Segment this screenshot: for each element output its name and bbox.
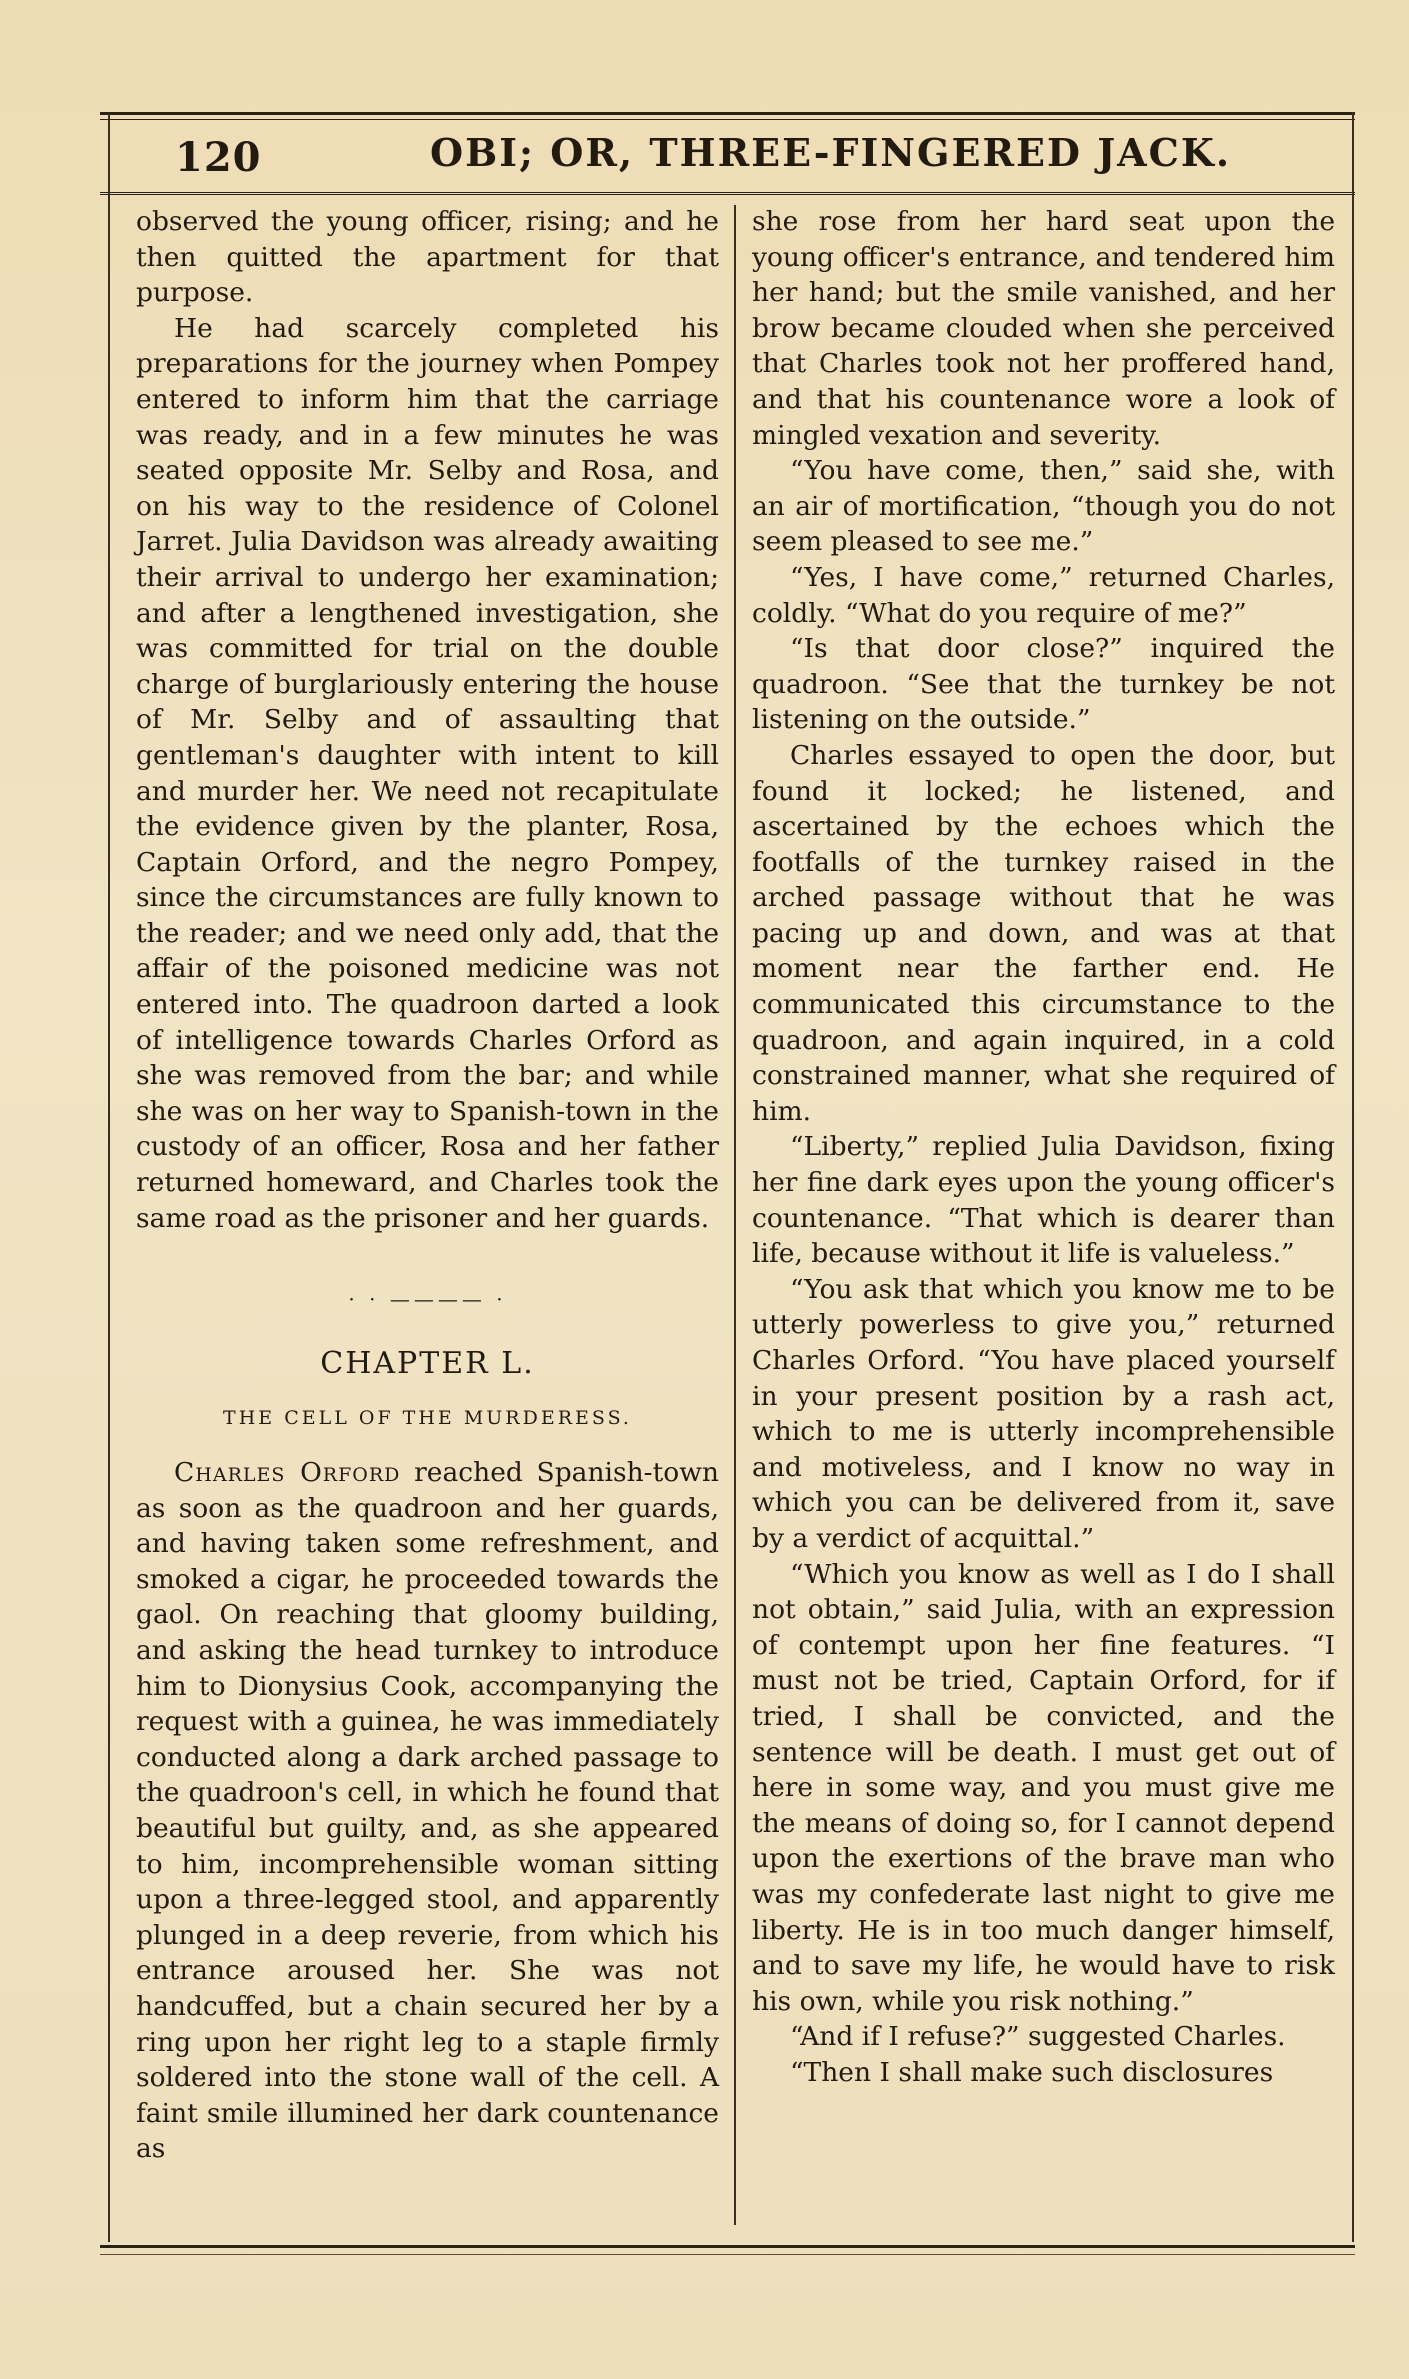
page-header	[100, 128, 1355, 188]
paragraph: “Liberty,” replied Julia Davidson, fixing her fine dark eyes upon the young officer's countenance. “That which is dearer than life, because without it life is valueless.”	[752, 1131, 1335, 1270]
paragraph: “You have come, then,” said she, with an air of mortification, “though you do not seem pleased to see me.”	[752, 455, 1335, 558]
paragraph: “Then I shall make such disclosures	[790, 2056, 1274, 2088]
running-title: OBI; OR, THREE-FINGERED JACK.	[430, 130, 1232, 175]
paragraph: “And if I refuse?” suggested Charles.	[790, 2021, 1286, 2053]
header-rule	[100, 192, 1355, 195]
page-number: 120	[175, 134, 262, 181]
paragraph: He had scarcely completed his preparations for the journey when Pompey entered to inform him that the carriage was ready, and in a few minutes he was seated opposite Mr. Selby and Rosa, and on his way to the residence of Colonel Jarret. Julia Davidson was already awaiting their arrival to undergo her examination; and after a lengthened investigation, she was committed for trial on the double charge of burglariously entering the house of Mr. Selby and of assaulting that gentleman's daughter with intent to kill and murder her. We need not recapitulate the evidence given by the planter, Rosa, Captain Orford, and the negro Pompey, since the circumstances are fully known to the reader; and we need only add, that the affair of the poisoned medicine was not entered into. The quadroon darted a look of intelligence towards Charles Orford as she was removed from the bar; and while she was on her way to Spanish-town in the custody of an officer, Rosa and her father returned homeward, and Charles took the same road as the prisoner and her guards.	[136, 312, 719, 1234]
left-column	[136, 204, 719, 2167]
chapter-opening-paragraph	[136, 1455, 719, 2167]
left-border-rule	[108, 112, 110, 2242]
paragraph: Charles essayed to open the door, but found it locked; he listened, and ascertained by the echoes which the footfalls of the turnkey raised in the arched passage without that he was pacing up and down, and was at that moment near the farther end. He communicated this circumstance to the quadroon, and again inquired, in a cold constrained manner, what she required of him.	[752, 739, 1335, 1127]
chapter-subtitle: THE CELL OF THE MURDERESS.	[223, 1407, 632, 1430]
right-border-rule	[1352, 112, 1354, 2242]
opening-smallcaps: Charles Orford	[174, 1457, 401, 1488]
paragraph: “Yes, I have come,” returned Charles, coldly. “What do you require of me?”	[752, 561, 1335, 629]
chapter-ornament: · · ———— ·	[348, 1287, 507, 1312]
paragraph: she rose from her hard seat upon the young officer's entrance, and tendered him her hand; but the smile vanished, and her brow became clouded when she perceived that Charles took not her proffered hand, and that his countenance wore a look of mingled vexation and severity.	[752, 206, 1335, 451]
paragraph: observed the young officer, rising; and he then quitted the apartment for that purpose.	[136, 206, 719, 309]
right-column	[752, 204, 1335, 2090]
paragraph: “You ask that which you know me to be utterly powerless to give you,” returned Charles Orford. “You have placed yourself in your present position by a rash act, which to me is utterly incomprehensible and motiveless, and I know no way in which you can be delivered from it, save by a verdict of acquittal.”	[752, 1273, 1335, 1554]
paragraph: “Which you know as well as I do I shall not obtain,” said Julia, with an expression of contempt upon her fine features. “I must not be tried, Captain Orford, for if tried, I shall be convicted, and the sentence will be death. I must get out of here in some way, and you must give me the means of doing so, for I cannot depend upon the exertions of the brave man who was my confederate last night to give me liberty. He is in too much danger himself, and to save my life, he would have to risk his own, while you risk nothing.”	[752, 1558, 1335, 2017]
paragraph: “Is that door close?” inquired the quadroon. “See that the turnkey be not listening on the outside.”	[752, 633, 1335, 736]
bottom-rule	[100, 2245, 1355, 2248]
opening-text: reached Spanish-town as soon as the quadroon and her guards, and having taken some refreshment, and smoked a cigar, he proceeded towards the gaol. On reaching that gloomy building, and asking the head turnkey to introduce him to Dionysius Cook, accompanying the request with a guinea, he was immediately conducted along a dark arched passage to the quadroon's cell, in which he found that beautiful but guilty, and, as she appeared to him, incomprehensible woman sitting upon a three-legged stool, and apparently plunged in a deep reverie, from which his entrance aroused her. She was not handcuffed, but a chain secured her by a ring upon her right leg to a staple firmly soldered into the stone wall of the cell. A faint smile illumined her dark countenance as	[136, 1457, 719, 2165]
chapter-title: CHAPTER L.	[320, 1345, 535, 1381]
bottom-rule-thin	[100, 2254, 1355, 2255]
top-rule	[100, 112, 1355, 115]
top-rule-thin	[100, 119, 1355, 120]
column-divider	[734, 205, 736, 2225]
